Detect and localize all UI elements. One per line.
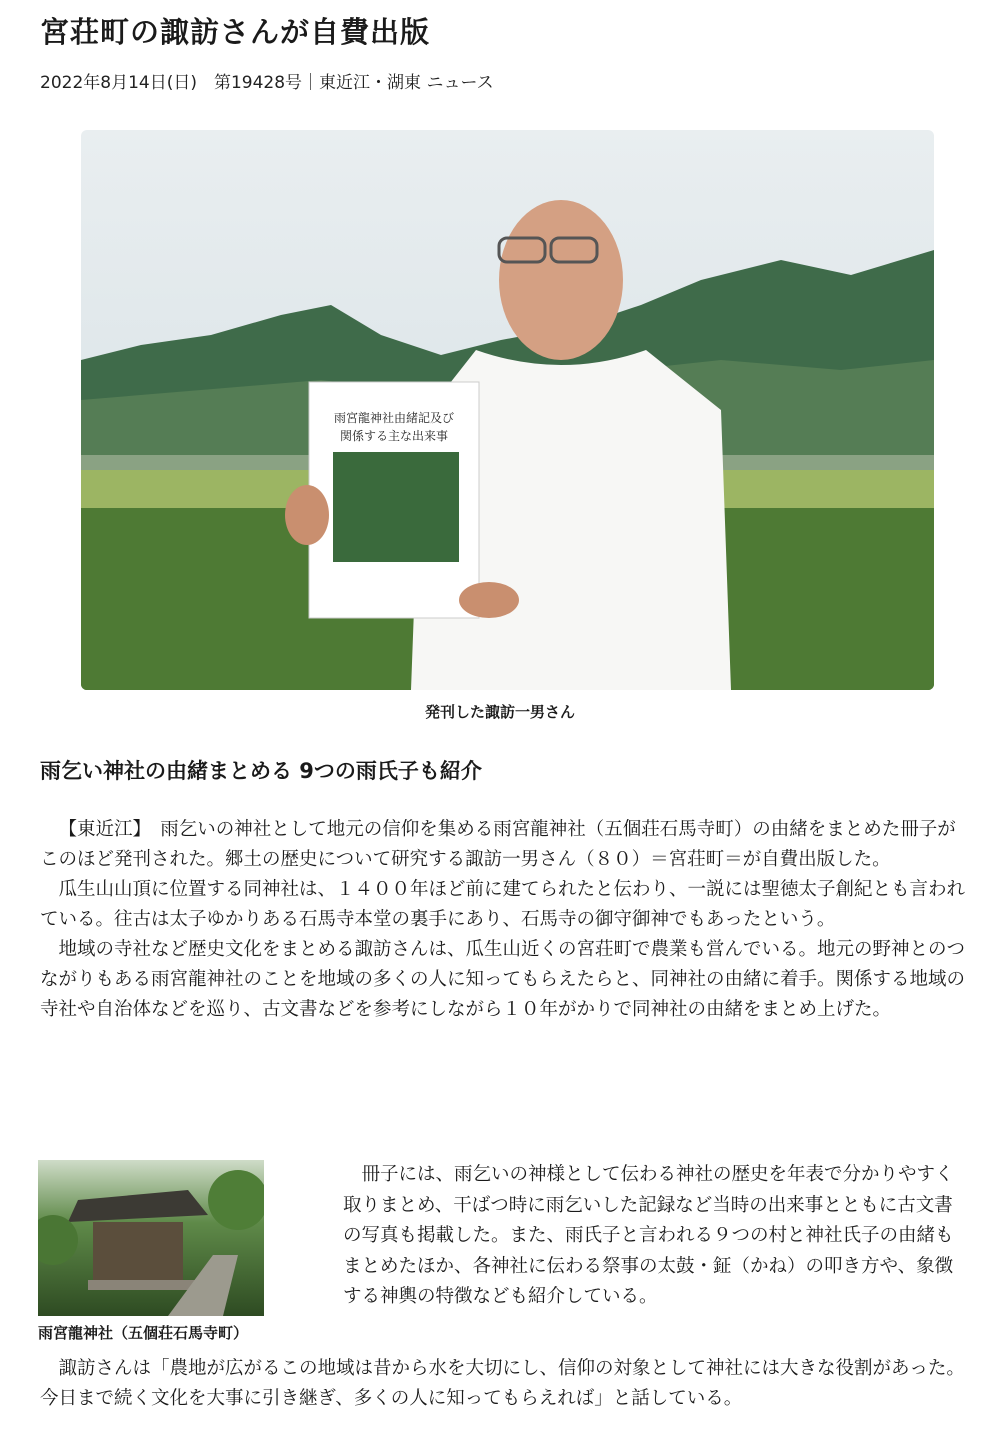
- shrine-photo-illustration: [38, 1160, 264, 1316]
- tree-foliage: [208, 1170, 264, 1230]
- body-paragraph: 地域の寺社など歴史文化をまとめる諏訪さんは、瓜生山近くの宮荘町で農業も営んでいる。地元の野神とのつながりもある雨宮龍神社のことを地域の多くの人に知ってもらえたらと、同神社の由緒に着手。関係する地域の寺社や自治体などを巡り、古文書などを参考にしながら１０年がかりで同神社の由緒をまとめ上げた。: [40, 939, 966, 1020]
- booklet-title-line1: 雨宮龍神社由緒記及び: [333, 411, 455, 425]
- tree-foliage: [38, 1215, 78, 1265]
- main-photo-illustration: [81, 130, 934, 690]
- shrine-photo-caption: 雨宮龍神社（五個荘石馬寺町）: [38, 1324, 249, 1342]
- article-subheadline: 雨乞い神社の由緒まとめる 9つの雨氏子も紹介: [40, 759, 482, 783]
- man-right-hand: [459, 582, 519, 618]
- side-paragraph: [343, 1160, 965, 1313]
- body-paragraph: 【東近江】 雨乞いの神社として地元の信仰を集める雨宮龍神社（五個荘石馬寺町）の由緒をまとめた冊子がこのほど発刊された。郷土の歴史について研究する諏訪一男さん（８０）＝宮荘町＝が自費出版した。: [40, 819, 956, 870]
- article-dateline: 2022年8月14日(日) 第19428号｜東近江・湖東 ニュース: [40, 73, 494, 93]
- shrine-fence: [88, 1280, 198, 1290]
- booklet-photo: [333, 452, 459, 562]
- side-paragraph-text: 冊子には、雨乞いの神様として伝わる神社の歴史を年表で分かりやすく取りまとめ、干ばつ時に雨乞いした記録など当時の出来事とともに古文書の写真も掲載した。また、雨氏子と言われる９つの村と神社氏子の由緒もまとめたほか、各神社に伝わる祭事の太鼓・鉦（かね）の叩き方や、象徴する神輿の特徴なども紹介している。: [343, 1164, 954, 1307]
- man-head: [499, 200, 623, 360]
- shrine-roof: [68, 1190, 208, 1222]
- man-left-hand: [285, 485, 329, 545]
- shrine-photo: [38, 1160, 264, 1316]
- article-headline: 宮荘町の諏訪さんが自費出版: [40, 15, 431, 49]
- body-paragraph: 瓜生山山頂に位置する同神社は、１４００年ほど前に建てられたと伝わり、一説には聖徳太子創紀とも言われている。往古は太子ゆかりある石馬寺本堂の裏手にあり、石馬寺の御守御神でもあったという。: [40, 879, 966, 930]
- closing-paragraph: 諏訪さんは「農地が広がるこの地域は昔から水を大切にし、信仰の対象として神社には大きな役割があった。今日まで続く文化を大事に引き継ぎ、多くの人に知ってもらえれば」と話している。: [40, 1358, 965, 1409]
- article-body: [40, 815, 965, 1025]
- main-photo: [81, 130, 934, 690]
- main-photo-caption: 発刊した諏訪一男さん: [424, 703, 575, 721]
- booklet-title-line2: 関係する主な出来事: [339, 429, 449, 443]
- shrine-body: [93, 1222, 183, 1282]
